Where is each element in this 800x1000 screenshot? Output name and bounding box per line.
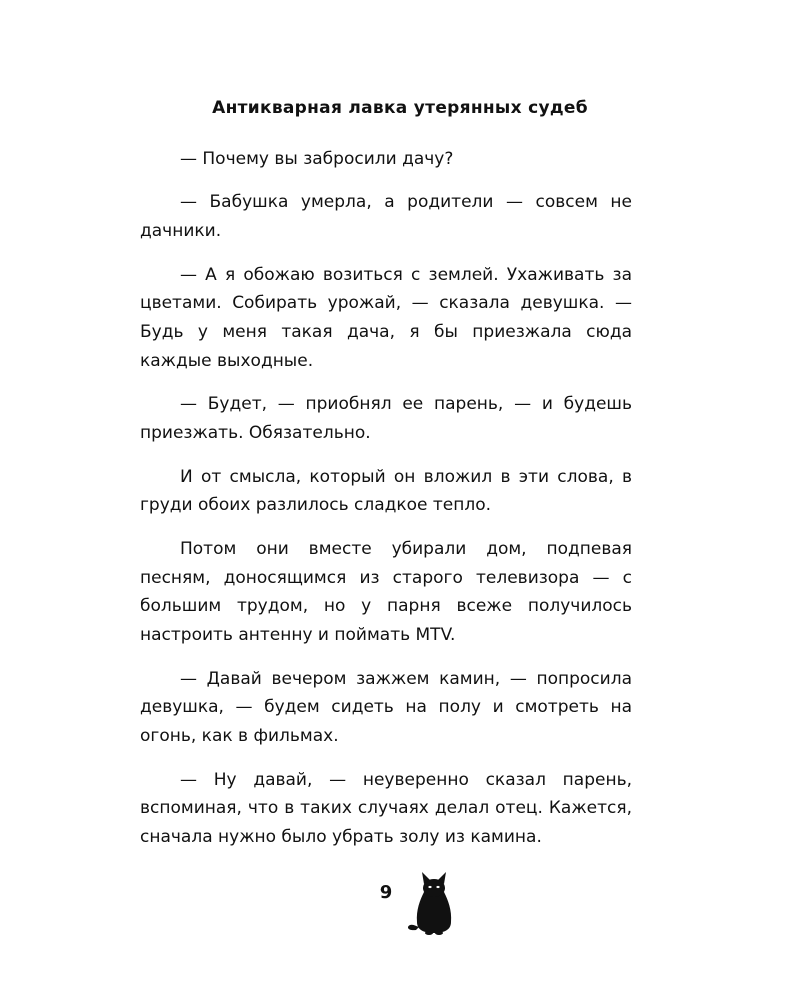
paragraph: — А я обожаю возиться с землей. Ухаживать за цветами. Собирать урожай, — сказала девушка. — Будь у меня такая дача, я бы приезжала сюда каждые выходные.: [140, 264, 632, 371]
paragraph: Потом они вместе убирали дом, подпевая песням, доносящимся из старого телевизора — с большим трудом, но у парня всеже получилось настроить антенну и поймать MTV.: [140, 538, 632, 646]
paragraph: — Будет, — приобнял ее парень, — и будешь приезжать. Обязательно.: [140, 394, 632, 444]
paragraph: — Ну давай, — неуверенно сказал парень, вспоминая, что в таких случаях делал отец. Кажется, сначала нужно было убрать золу из камина.: [140, 769, 632, 848]
paragraph: — Почему вы забросили дачу?: [180, 149, 454, 169]
paragraph: И от смысла, который он вложил в эти слова, в груди обоих разлилось сладкое тепло.: [140, 466, 632, 516]
paragraph: — Давай вечером зажжем камин, — попросила девушка, — будем сидеть на полу и смотреть на огонь, как в фильмах.: [140, 668, 632, 747]
body-text: [140, 145, 632, 866]
paragraph: — Бабушка умерла, а родители — совсем не дачники.: [140, 192, 632, 242]
page-number: 9: [379, 882, 393, 903]
black-cat-icon: [402, 870, 462, 936]
running-title: Антикварная лавка утерянных судеб: [212, 98, 588, 118]
